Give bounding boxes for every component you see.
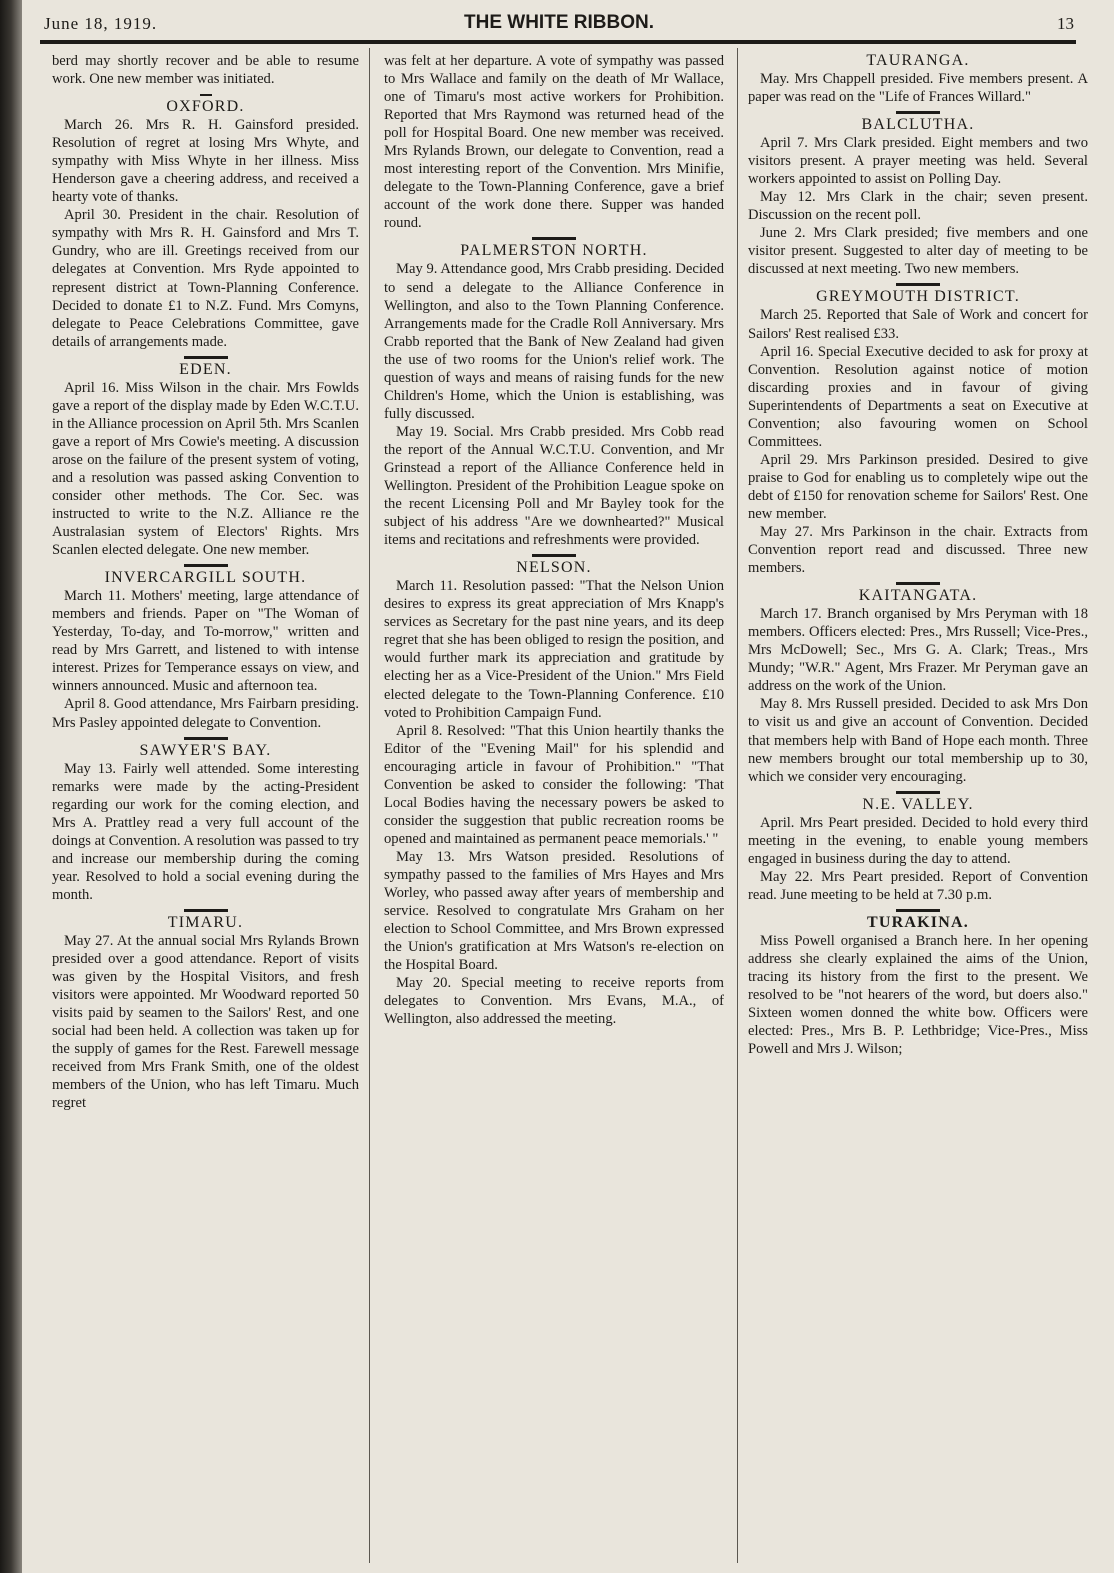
report-paragraph: May 22. Mrs Peart presided. Report of Convention read. June meeting to be held at 7.30 p.m. bbox=[748, 868, 1088, 903]
report-paragraph: May. Mrs Chappell presided. Five members present. A paper was read on the "Life of Frances Willard." bbox=[748, 71, 1088, 106]
section-divider bbox=[748, 106, 1088, 116]
section-heading-tauranga: TAURANGA. bbox=[866, 52, 970, 69]
report-paragraph: April 16. Miss Wilson in the chair. Mrs Fowlds gave a report of the display made by Eden W.C.T.U. in the Alliance procession on April 5th. Mrs Scanlen gave a report of Mrs Cowie's meeting. A discussion arose on the failure of the present system of voting, and a resolution was passed asking Convention to consider other methods. The Cor. Sec. was instructed to write to the N.Z. Alliance re the Australasian system of Electors' Rights. Mrs Scanlen elected delegate. One new member. bbox=[52, 379, 359, 559]
report-paragraph: May 8. Mrs Russell presided. Decided to ask Mrs Don to visit us and give an account of Convention. Decided that members help with Band of Hope each month. Three new members brought our total membership up to 30, which we consider very encouraging. bbox=[748, 696, 1088, 785]
report-paragraph: Miss Powell organised a Branch here. In her opening address she clearly explained the aims of the Union, tracing its history from the first to the present. We resolved to be "not hearers of the word, but doers also." Sixteen women donned the white bow. Officers were elected: Pres., Mrs B. P. Lethbridge; Vice-Pres., Miss Powell and Mrs J. Wilson; bbox=[748, 932, 1088, 1058]
section-heading-nelson: NELSON. bbox=[516, 559, 592, 577]
report-paragraph: May 12. Mrs Clark in the chair; seven present. Discussion on the recent poll. bbox=[748, 189, 1088, 224]
report-paragraph: March 25. Reported that Sale of Work and concert for Sailors' Rest realised £33. bbox=[748, 307, 1088, 342]
page-header bbox=[44, 8, 1074, 36]
section-divider bbox=[384, 232, 724, 242]
column-divider bbox=[737, 48, 738, 1563]
report-paragraph: June 2. Mrs Clark presided; five members and one visitor present. Suggested to alter day of meeting to be discussed at next meeting. Two new members. bbox=[748, 225, 1088, 278]
column-1 bbox=[52, 52, 359, 1567]
report-paragraph: March 26. Mrs R. H. Gainsford presided. Resolution of regret at losing Mrs Whyte, and sympathy with Miss Whyte in her illness. Miss Henderson gave a cheering address, and received a hearty vote of thanks. bbox=[52, 117, 359, 206]
report-paragraph: April 30. President in the chair. Resolution of sympathy with Mrs R. H. Gainsford and Mrs T. Gundry, who are ill. Greetings received from our delegates at Convention. Mrs Ryde appointed to represent district at Town-Planning Conference. Decided to donate £1 to N.Z. Fund. Mrs Comyns, delegate to Peace Celebrations Committee, gave details of arrangements made. bbox=[52, 207, 359, 350]
section-divider bbox=[52, 351, 359, 361]
section-divider bbox=[748, 577, 1088, 587]
report-paragraph: May 9. Attendance good, Mrs Crabb presiding. Decided to send a delegate to the Alliance Conference in Wellington, and also to the Town Planning Conference. Arrangements made for the Cradle Roll Anniversary. Mrs Crabb reported that the Bank of New Zealand had given the use of two rooms for the Union's relief work. The question of ways and means of raising funds for the new Children's Home, which the Union is establishing, was fully discussed. bbox=[384, 261, 724, 422]
section-divider bbox=[52, 559, 359, 569]
section-heading-invercargill-south: INVERCARGILL SOUTH. bbox=[104, 569, 307, 587]
page-number: 13 bbox=[1057, 14, 1074, 33]
report-paragraph: May 27. At the annual social Mrs Rylands Brown presided over a good attendance. Report of visits was given by the Hospital Visitors, and fresh visitors were appointed. Mr Woodward reported 50 visits paid by seamen to the Sailors' Rest, and one social had been held. A collection was taken up for the supply of games for the Rest. Farewell message received from Mrs Frank Smith, one of the oldest members of the Union, who has left Timaru. Much regret bbox=[52, 932, 359, 1112]
report-paragraph: March 11. Mothers' meeting, large attendance of members and friends. Paper on "The Woman of Yesterday, To-day, and To-morrow," written and read by Mrs Garrett, and listened to with intense interest. Prizes for Temperance essays on view, and winners announced. Music and afternoon tea. bbox=[52, 588, 359, 695]
section-divider bbox=[748, 786, 1088, 796]
section-heading-ne-valley: N.E. VALLEY. bbox=[862, 795, 974, 813]
continued-paragraph: was felt at her departure. A vote of sympathy was passed to Mrs Wallace and family on the death of Mr Wallace, one of Timaru's most active workers for Prohibition. Reported that Mrs Raymond was returned head of the poll for Hospital Board. One new member was received. Mrs Rylands Brown, our delegate to Convention, read a most interesting report of the Convention. Mrs Minifie, delegate to the Town-Planning Conference, gave a brief account of the work done there. Supper was handed round. bbox=[384, 53, 724, 232]
section-heading-balclutha: BALCLUTHA. bbox=[861, 116, 975, 134]
report-paragraph: May 20. Special meeting to receive reports from delegates to Convention. Mrs Evans, M.A., of Wellington, also addressed the meeting. bbox=[384, 975, 724, 1028]
section-divider bbox=[748, 904, 1088, 914]
section-heading-sawyers-bay: SAWYER'S BAY. bbox=[139, 741, 272, 759]
continued-paragraph: berd may shortly recover and be able to resume work. One new member was initiated. bbox=[52, 53, 359, 88]
section-divider bbox=[52, 904, 359, 914]
section-divider bbox=[52, 88, 359, 98]
newspaper-title: THE WHITE RIBBON. bbox=[464, 12, 654, 33]
section-divider bbox=[384, 549, 724, 559]
report-paragraph: April 8. Good attendance, Mrs Fairbarn presiding. Mrs Pasley appointed delegate to Convention. bbox=[52, 696, 359, 731]
report-paragraph: March 17. Branch organised by Mrs Peryman with 18 members. Officers elected: Pres., Mrs Russell; Vice-Pres., Mrs McDowell; Sec., Mrs G. A. Clark; Treas., Mrs Mundy; "W.R." Agent, Mrs Frazer. Mr Peryman gave an address on the work of the Union. bbox=[748, 606, 1088, 695]
section-heading-palmerston-north: PALMERSTON NORTH. bbox=[460, 242, 648, 260]
report-paragraph: May 19. Social. Mrs Crabb presided. Mrs Cobb read the report of the Annual W.C.T.U. Convention, and Mr Grinstead a report of the Alliance Conference held in Wellington. President of the Prohibition League spoke on the recent Licensing Poll and Mr Bayley took for the subject of his address "Are we downhearted?" Musical items and recitations and refreshments were provided. bbox=[384, 423, 724, 549]
header-rule bbox=[40, 40, 1076, 44]
report-paragraph: May 13. Fairly well attended. Some interesting remarks were made by the acting-President regarding our work for the coming election, and Mrs A. Prattley read a very full account of the doings at Convention. A resolution was passed to try and increase our membership during the coming year. Resolved to hold a social evening during the month. bbox=[52, 760, 359, 903]
section-heading-timaru: TIMARU. bbox=[167, 913, 244, 931]
report-paragraph: April 7. Mrs Clark presided. Eight members and two visitors present. A prayer meeting was held. Several workers appointed to assist on Polling Day. bbox=[748, 135, 1088, 188]
report-paragraph: May 13. Mrs Watson presided. Resolutions of sympathy passed to the families of Mrs Hayes and Mrs Worley, who passed away after years of membership and service. Resolved to congratulate Mrs Graham on her election to School Committee, and Mrs Brown expressed the Union's gratification at Mrs Watson's re-election on the Hospital Board. bbox=[384, 848, 724, 974]
column-divider bbox=[369, 48, 370, 1563]
report-paragraph: April 29. Mrs Parkinson presided. Desired to give praise to God for enabling us to completely wipe out the debt of £150 for renovation scheme for Sailors' Rest. One new member. bbox=[748, 451, 1088, 522]
issue-date: June 18, 1919. bbox=[44, 14, 158, 33]
section-heading-kaitangata: KAITANGATA. bbox=[858, 587, 978, 605]
column-3 bbox=[748, 52, 1088, 1567]
section-heading-turakina: TURAKINA. bbox=[867, 913, 969, 931]
report-paragraph: April 8. Resolved: "That this Union heartily thanks the Editor of the "Evening Mail" for his splendid and encouraging article in favour of Prohibition." "That Convention be asked to consider the following: 'That Local Bodies having the necessary powers be asked to consider the suggestion that public recreation rooms be opened and maintained as permanent peace memorials.' " bbox=[384, 722, 724, 847]
report-paragraph: April. Mrs Peart presided. Decided to hold every third meeting in the evening, to enable young members engaged in business during the day to attend. bbox=[748, 814, 1088, 867]
column-2 bbox=[384, 52, 724, 1567]
section-heading-eden: EDEN. bbox=[179, 360, 232, 378]
report-paragraph: March 11. Resolution passed: "That the Nelson Union desires to express its great appreciation of Mrs Knapp's services as Secretary for the past nine years, and its deep regret that she has been obliged to resign the position, and would further mark its appreciation and gratitude by electing her as a Vice-President of the Union." Mrs Field elected delegate to the Town-Planning Conference. £10 voted to Prohibition Campaign Fund. bbox=[384, 578, 724, 721]
section-divider bbox=[52, 732, 359, 742]
report-paragraph: May 27. Mrs Parkinson in the chair. Extracts from Convention report read and discussed. Three new members. bbox=[748, 524, 1088, 577]
section-heading-greymouth-district: GREYMOUTH DISTRICT. bbox=[816, 288, 1020, 306]
section-divider bbox=[748, 278, 1088, 288]
report-paragraph: April 16. Special Executive decided to ask for proxy at Convention. Resolution against notice of motion discarding proxies and in favour of giving Superintendents of Departments a seat on Executive at Convention; also favouring women on School Committees. bbox=[748, 343, 1088, 450]
section-heading-oxford: OXFORD. bbox=[166, 98, 245, 116]
binding-spine bbox=[0, 0, 22, 1573]
